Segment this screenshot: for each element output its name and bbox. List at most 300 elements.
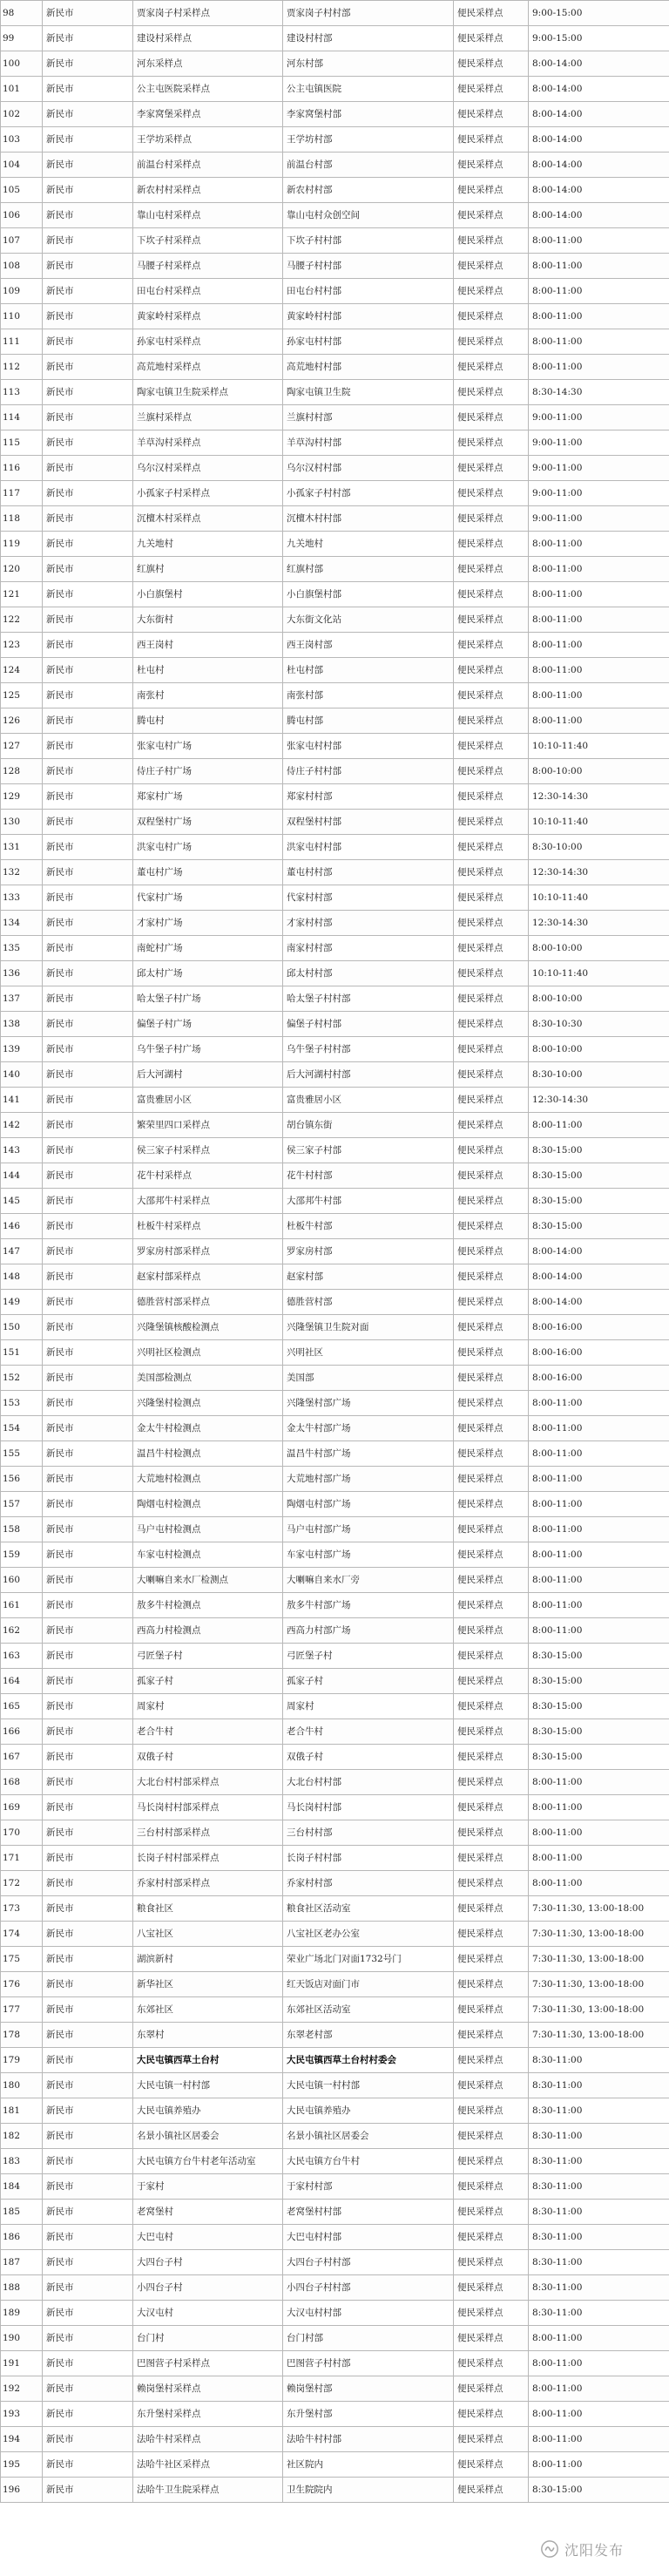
site-name-cell: 兰旗村采样点 <box>133 405 283 430</box>
type-cell: 便民采样点 <box>454 810 529 835</box>
type-cell: 便民采样点 <box>454 2452 529 2478</box>
table-row <box>1 1593 669 1618</box>
table-row <box>1 51 669 77</box>
table-row <box>1 1896 669 1922</box>
table-row <box>1 683 669 708</box>
site-name-cell: 乌牛堡子村广场 <box>133 1037 283 1062</box>
type-cell: 便民采样点 <box>454 355 529 380</box>
type-cell: 便民采样点 <box>454 304 529 329</box>
address-cell: 贾家岗子村村部 <box>283 1 454 26</box>
table-row <box>1 1163 669 1189</box>
table-row <box>1 2048 669 2073</box>
site-name-cell: 花牛村采样点 <box>133 1163 283 1189</box>
address-cell: 洪家屯村村部 <box>283 835 454 860</box>
row-number: 131 <box>1 835 43 860</box>
type-cell: 便民采样点 <box>454 1012 529 1037</box>
type-cell: 便民采样点 <box>454 2124 529 2149</box>
hours-cell: 8:00-11:00 <box>529 582 669 607</box>
city-cell: 新民市 <box>43 936 133 961</box>
type-cell: 便民采样点 <box>454 2174 529 2200</box>
type-cell: 便民采样点 <box>454 1770 529 1795</box>
address-cell: 赖岗堡村部 <box>283 2376 454 2402</box>
hours-cell: 8:00-11:00 <box>529 279 669 304</box>
table-row <box>1 279 669 304</box>
city-cell: 新民市 <box>43 153 133 178</box>
city-cell: 新民市 <box>43 2124 133 2149</box>
city-cell: 新民市 <box>43 1 133 26</box>
hours-cell: 8:00-11:00 <box>529 329 669 355</box>
hours-cell: 8:00-11:00 <box>529 1441 669 1467</box>
table-row <box>1 1947 669 1972</box>
site-name-cell: 于家村 <box>133 2174 283 2200</box>
address-cell: 侯三家子村部 <box>283 1138 454 1163</box>
type-cell: 便民采样点 <box>454 607 529 633</box>
type-cell: 便民采样点 <box>454 1340 529 1366</box>
hours-cell: 8:00-14:00 <box>529 178 669 203</box>
city-cell: 新民市 <box>43 1340 133 1366</box>
city-cell: 新民市 <box>43 1214 133 1239</box>
row-number: 176 <box>1 1972 43 1997</box>
hours-cell: 8:00-11:00 <box>529 607 669 633</box>
type-cell: 便民采样点 <box>454 2301 529 2326</box>
city-cell: 新民市 <box>43 26 133 51</box>
row-number: 137 <box>1 986 43 1012</box>
type-cell: 便民采样点 <box>454 127 529 153</box>
type-cell: 便民采样点 <box>454 228 529 254</box>
address-cell: 小白旗堡村部 <box>283 582 454 607</box>
type-cell: 便民采样点 <box>454 1264 529 1290</box>
row-number: 170 <box>1 1820 43 1846</box>
hours-cell: 8:00-11:00 <box>529 633 669 658</box>
address-cell: 于家村村部 <box>283 2174 454 2200</box>
city-cell: 新民市 <box>43 708 133 734</box>
site-name-cell: 湖滨新村 <box>133 1947 283 1972</box>
city-cell: 新民市 <box>43 1138 133 1163</box>
table-row <box>1 2376 669 2402</box>
hours-cell: 8:30-15:00 <box>529 1719 669 1745</box>
city-cell: 新民市 <box>43 304 133 329</box>
address-cell: 张家屯村村部 <box>283 734 454 759</box>
row-number: 172 <box>1 1871 43 1896</box>
site-name-cell: 建设村采样点 <box>133 26 283 51</box>
site-name-cell: 南蛇村广场 <box>133 936 283 961</box>
hours-cell: 8:00-11:00 <box>529 1391 669 1416</box>
type-cell: 便民采样点 <box>454 2402 529 2427</box>
city-cell: 新民市 <box>43 1163 133 1189</box>
hours-cell: 8:30-11:00 <box>529 2073 669 2098</box>
city-cell: 新民市 <box>43 582 133 607</box>
table-row <box>1 1416 669 1441</box>
site-name-cell: 南张村 <box>133 683 283 708</box>
type-cell: 便民采样点 <box>454 734 529 759</box>
site-name-cell: 李家窝堡采样点 <box>133 102 283 127</box>
table-row <box>1 1846 669 1871</box>
city-cell: 新民市 <box>43 961 133 986</box>
row-number: 183 <box>1 2149 43 2174</box>
city-cell: 新民市 <box>43 1922 133 1947</box>
city-cell: 新民市 <box>43 1542 133 1568</box>
city-cell: 新民市 <box>43 456 133 481</box>
type-cell: 便民采样点 <box>454 1062 529 1088</box>
table-row <box>1 1340 669 1366</box>
city-cell: 新民市 <box>43 1189 133 1214</box>
type-cell: 便民采样点 <box>454 2250 529 2275</box>
table-row <box>1 1795 669 1820</box>
table-row <box>1 304 669 329</box>
row-number: 166 <box>1 1719 43 1745</box>
city-cell: 新民市 <box>43 481 133 506</box>
row-number: 140 <box>1 1062 43 1088</box>
hours-cell: 8:30-10:00 <box>529 1062 669 1088</box>
address-cell: 车家屯村部广场 <box>283 1542 454 1568</box>
row-number: 162 <box>1 1618 43 1644</box>
address-cell: 羊草沟村村部 <box>283 430 454 456</box>
hours-cell: 8:30-15:00 <box>529 1163 669 1189</box>
city-cell: 新民市 <box>43 1795 133 1820</box>
city-cell: 新民市 <box>43 1290 133 1315</box>
hours-cell: 8:00-14:00 <box>529 77 669 102</box>
site-name-cell: 大四台子村 <box>133 2250 283 2275</box>
site-name-cell: 靠山屯村采样点 <box>133 203 283 228</box>
site-name-cell: 腾屯村 <box>133 708 283 734</box>
hours-cell: 9:00-15:00 <box>529 26 669 51</box>
type-cell: 便民采样点 <box>454 2149 529 2174</box>
hours-cell: 8:00-10:00 <box>529 936 669 961</box>
site-name-cell: 美国部检测点 <box>133 1366 283 1391</box>
hours-cell: 8:30-15:00 <box>529 1745 669 1770</box>
type-cell: 便民采样点 <box>454 1416 529 1441</box>
city-cell: 新民市 <box>43 532 133 557</box>
hours-cell: 8:00-11:00 <box>529 1593 669 1618</box>
site-name-cell: 东翠村 <box>133 2023 283 2048</box>
city-cell: 新民市 <box>43 1669 133 1694</box>
table-row <box>1 860 669 885</box>
table-row <box>1 430 669 456</box>
address-cell: 西高力村部广场 <box>283 1618 454 1644</box>
city-cell: 新民市 <box>43 1568 133 1593</box>
type-cell: 便民采样点 <box>454 1896 529 1922</box>
hours-cell: 9:00-11:00 <box>529 405 669 430</box>
hours-cell: 8:30-11:00 <box>529 2098 669 2124</box>
table-row <box>1 1189 669 1214</box>
city-cell: 新民市 <box>43 1896 133 1922</box>
address-cell: 小四台子村村部 <box>283 2275 454 2301</box>
row-number: 171 <box>1 1846 43 1871</box>
table-row <box>1 1745 669 1770</box>
city-cell: 新民市 <box>43 1315 133 1340</box>
address-cell: 公主屯镇医院 <box>283 77 454 102</box>
table-row <box>1 380 669 405</box>
address-cell: 名景小镇社区居委会 <box>283 2124 454 2149</box>
type-cell: 便民采样点 <box>454 254 529 279</box>
hours-cell: 8:00-14:00 <box>529 203 669 228</box>
type-cell: 便民采样点 <box>454 1846 529 1871</box>
address-cell: 大四台子村村部 <box>283 2250 454 2275</box>
row-number: 129 <box>1 784 43 810</box>
type-cell: 便民采样点 <box>454 1568 529 1593</box>
type-cell: 便民采样点 <box>454 1593 529 1618</box>
address-cell: 兴明社区 <box>283 1340 454 1366</box>
city-cell: 新民市 <box>43 430 133 456</box>
city-cell: 新民市 <box>43 986 133 1012</box>
address-cell: 偏堡子村村部 <box>283 1012 454 1037</box>
hours-cell: 8:30-15:00 <box>529 1138 669 1163</box>
address-cell: 德胜营村部 <box>283 1290 454 1315</box>
type-cell: 便民采样点 <box>454 1391 529 1416</box>
table-row <box>1 2478 669 2503</box>
site-name-cell: 董屯村广场 <box>133 860 283 885</box>
row-number: 114 <box>1 405 43 430</box>
city-cell: 新民市 <box>43 1517 133 1542</box>
address-cell: 代家村村部 <box>283 885 454 911</box>
address-cell: 马户屯村部广场 <box>283 1517 454 1542</box>
site-name-cell: 高荒地村采样点 <box>133 355 283 380</box>
type-cell: 便民采样点 <box>454 1189 529 1214</box>
site-name-cell: 粮食社区 <box>133 1896 283 1922</box>
city-cell: 新民市 <box>43 2427 133 2452</box>
hours-cell: 8:00-11:00 <box>529 2402 669 2427</box>
row-number: 173 <box>1 1896 43 1922</box>
table-row <box>1 2326 669 2351</box>
site-name-cell: 兴隆堡村检测点 <box>133 1391 283 1416</box>
city-cell: 新民市 <box>43 2098 133 2124</box>
row-number: 186 <box>1 2225 43 2250</box>
hours-cell: 8:00-11:00 <box>529 2427 669 2452</box>
row-number: 190 <box>1 2326 43 2351</box>
city-cell: 新民市 <box>43 1441 133 1467</box>
table-row <box>1 228 669 254</box>
table-row <box>1 961 669 986</box>
city-cell: 新民市 <box>43 1239 133 1264</box>
site-name-cell: 孤家子村 <box>133 1669 283 1694</box>
address-cell: 大汉屯村村部 <box>283 2301 454 2326</box>
type-cell: 便民采样点 <box>454 1669 529 1694</box>
type-cell: 便民采样点 <box>454 1 529 26</box>
type-cell: 便民采样点 <box>454 1820 529 1846</box>
address-cell: 乌尔汉村村部 <box>283 456 454 481</box>
type-cell: 便民采样点 <box>454 683 529 708</box>
table-body <box>1 1 669 2503</box>
address-cell: 大民屯镇西草土台村村委会 <box>283 2048 454 2073</box>
table-row <box>1 127 669 153</box>
city-cell: 新民市 <box>43 506 133 532</box>
city-cell: 新民市 <box>43 633 133 658</box>
row-number: 192 <box>1 2376 43 2402</box>
site-name-cell: 郑家村广场 <box>133 784 283 810</box>
hours-cell: 8:30-11:00 <box>529 2275 669 2301</box>
type-cell: 便民采样点 <box>454 2098 529 2124</box>
site-name-cell: 金太牛村检测点 <box>133 1416 283 1441</box>
table-row <box>1 885 669 911</box>
hours-cell: 8:00-10:00 <box>529 1037 669 1062</box>
row-number: 155 <box>1 1441 43 1467</box>
address-cell: 周家村 <box>283 1694 454 1719</box>
row-number: 175 <box>1 1947 43 1972</box>
type-cell: 便民采样点 <box>454 1644 529 1669</box>
type-cell: 便民采样点 <box>454 532 529 557</box>
address-cell: 小孤家子村村部 <box>283 481 454 506</box>
address-cell: 下坎子村村部 <box>283 228 454 254</box>
hours-cell: 8:30-11:00 <box>529 2250 669 2275</box>
table-row <box>1 456 669 481</box>
city-cell: 新民市 <box>43 683 133 708</box>
site-name-cell: 赵家村部采样点 <box>133 1264 283 1290</box>
table-row <box>1 708 669 734</box>
row-number: 136 <box>1 961 43 986</box>
type-cell: 便民采样点 <box>454 2478 529 2503</box>
table-row <box>1 607 669 633</box>
type-cell: 便民采样点 <box>454 1113 529 1138</box>
city-cell: 新民市 <box>43 2452 133 2478</box>
table-row <box>1 1088 669 1113</box>
address-cell: 邱太村村部 <box>283 961 454 986</box>
city-cell: 新民市 <box>43 1972 133 1997</box>
site-name-cell: 贾家岗子村采样点 <box>133 1 283 26</box>
row-number: 107 <box>1 228 43 254</box>
hours-cell: 8:00-11:00 <box>529 708 669 734</box>
city-cell: 新民市 <box>43 1694 133 1719</box>
type-cell: 便民采样点 <box>454 1037 529 1062</box>
site-name-cell: 周家村 <box>133 1694 283 1719</box>
address-cell: 红天饭店对面门市 <box>283 1972 454 1997</box>
address-cell: 大民屯镇方台牛村 <box>283 2149 454 2174</box>
address-cell: 老合牛村 <box>283 1719 454 1745</box>
type-cell: 便民采样点 <box>454 1997 529 2023</box>
site-name-cell: 西高力村检测点 <box>133 1618 283 1644</box>
address-cell: 王学坊村部 <box>283 127 454 153</box>
table-row <box>1 102 669 127</box>
address-cell: 前温台村部 <box>283 153 454 178</box>
row-number: 118 <box>1 506 43 532</box>
site-name-cell: 台门村 <box>133 2326 283 2351</box>
hours-cell: 8:00-11:00 <box>529 683 669 708</box>
address-cell: 沉檀木村村部 <box>283 506 454 532</box>
hours-cell: 8:00-11:00 <box>529 254 669 279</box>
type-cell: 便民采样点 <box>454 1517 529 1542</box>
table-row <box>1 1366 669 1391</box>
type-cell: 便民采样点 <box>454 203 529 228</box>
address-cell: 九关地村 <box>283 532 454 557</box>
hours-cell: 8:00-11:00 <box>529 1871 669 1896</box>
site-name-cell: 双程堡村广场 <box>133 810 283 835</box>
hours-cell: 12:30-14:30 <box>529 860 669 885</box>
address-cell: 东升堡村部 <box>283 2402 454 2427</box>
type-cell: 便民采样点 <box>454 2275 529 2301</box>
site-name-cell: 繁荣里四口采样点 <box>133 1113 283 1138</box>
city-cell: 新民市 <box>43 1820 133 1846</box>
city-cell: 新民市 <box>43 2478 133 2503</box>
hours-cell: 7:30-11:30, 13:00-18:00 <box>529 1922 669 1947</box>
hours-cell: 8:30-15:00 <box>529 1694 669 1719</box>
row-number: 120 <box>1 557 43 582</box>
city-cell: 新民市 <box>43 1745 133 1770</box>
site-name-cell: 东升堡村采样点 <box>133 2402 283 2427</box>
row-number: 156 <box>1 1467 43 1492</box>
city-cell: 新民市 <box>43 1997 133 2023</box>
row-number: 163 <box>1 1644 43 1669</box>
row-number: 104 <box>1 153 43 178</box>
row-number: 177 <box>1 1997 43 2023</box>
table-row <box>1 582 669 607</box>
city-cell: 新民市 <box>43 1644 133 1669</box>
site-name-cell: 九关地村 <box>133 532 283 557</box>
hours-cell: 8:00-11:00 <box>529 228 669 254</box>
city-cell: 新民市 <box>43 2048 133 2073</box>
table-row <box>1 1542 669 1568</box>
site-name-cell: 长岗子村村部采样点 <box>133 1846 283 1871</box>
site-name-cell: 杜屯村 <box>133 658 283 683</box>
city-cell: 新民市 <box>43 228 133 254</box>
type-cell: 便民采样点 <box>454 1947 529 1972</box>
row-number: 144 <box>1 1163 43 1189</box>
address-cell: 黄家岭村村部 <box>283 304 454 329</box>
hours-cell: 8:00-11:00 <box>529 2326 669 2351</box>
address-cell: 法哈牛村村部 <box>283 2427 454 2452</box>
site-name-cell: 下坎子村采样点 <box>133 228 283 254</box>
hours-cell: 8:00-10:00 <box>529 986 669 1012</box>
city-cell: 新民市 <box>43 1012 133 1037</box>
row-number: 188 <box>1 2275 43 2301</box>
table-row <box>1 178 669 203</box>
row-number: 187 <box>1 2250 43 2275</box>
site-name-cell: 才家村广场 <box>133 911 283 936</box>
city-cell: 新民市 <box>43 127 133 153</box>
table-row <box>1 26 669 51</box>
type-cell: 便民采样点 <box>454 1315 529 1340</box>
type-cell: 便民采样点 <box>454 1239 529 1264</box>
row-number: 142 <box>1 1113 43 1138</box>
table-row <box>1 355 669 380</box>
row-number: 119 <box>1 532 43 557</box>
hours-cell: 12:30-14:30 <box>529 911 669 936</box>
table-row <box>1 1820 669 1846</box>
hours-cell: 7:30-11:30, 13:00-18:00 <box>529 1997 669 2023</box>
address-cell: 马腰子村村部 <box>283 254 454 279</box>
hours-cell: 12:30-14:30 <box>529 1088 669 1113</box>
address-cell: 孤家子村 <box>283 1669 454 1694</box>
address-cell: 社区院内 <box>283 2452 454 2478</box>
row-number: 145 <box>1 1189 43 1214</box>
address-cell: 兴隆堡村部广场 <box>283 1391 454 1416</box>
hours-cell: 8:00-11:00 <box>529 658 669 683</box>
address-cell: 杜板牛村部 <box>283 1214 454 1239</box>
table-row <box>1 203 669 228</box>
address-cell: 花牛村村部 <box>283 1163 454 1189</box>
site-name-cell: 大荒地村检测点 <box>133 1467 283 1492</box>
site-name-cell: 法哈牛卫生院采样点 <box>133 2478 283 2503</box>
row-number: 182 <box>1 2124 43 2149</box>
type-cell: 便民采样点 <box>454 1441 529 1467</box>
hours-cell: 7:30-11:30, 13:00-18:00 <box>529 1896 669 1922</box>
type-cell: 便民采样点 <box>454 481 529 506</box>
city-cell: 新民市 <box>43 2174 133 2200</box>
table-row <box>1 2351 669 2376</box>
type-cell: 便民采样点 <box>454 2427 529 2452</box>
table-row <box>1 1719 669 1745</box>
table-row <box>1 2023 669 2048</box>
address-cell: 孙家屯村村部 <box>283 329 454 355</box>
type-cell: 便民采样点 <box>454 2225 529 2250</box>
address-cell: 大喇嘛自来水厂旁 <box>283 1568 454 1593</box>
site-name-cell: 三台村村部采样点 <box>133 1820 283 1846</box>
type-cell: 便民采样点 <box>454 2351 529 2376</box>
table-row <box>1 911 669 936</box>
hours-cell: 8:00-14:00 <box>529 1290 669 1315</box>
site-name-cell: 张家屯村广场 <box>133 734 283 759</box>
address-cell: 巴图营子村村部 <box>283 2351 454 2376</box>
site-name-cell: 陶烟屯村检测点 <box>133 1492 283 1517</box>
site-name-cell: 大喇嘛自来水厂检测点 <box>133 1568 283 1593</box>
